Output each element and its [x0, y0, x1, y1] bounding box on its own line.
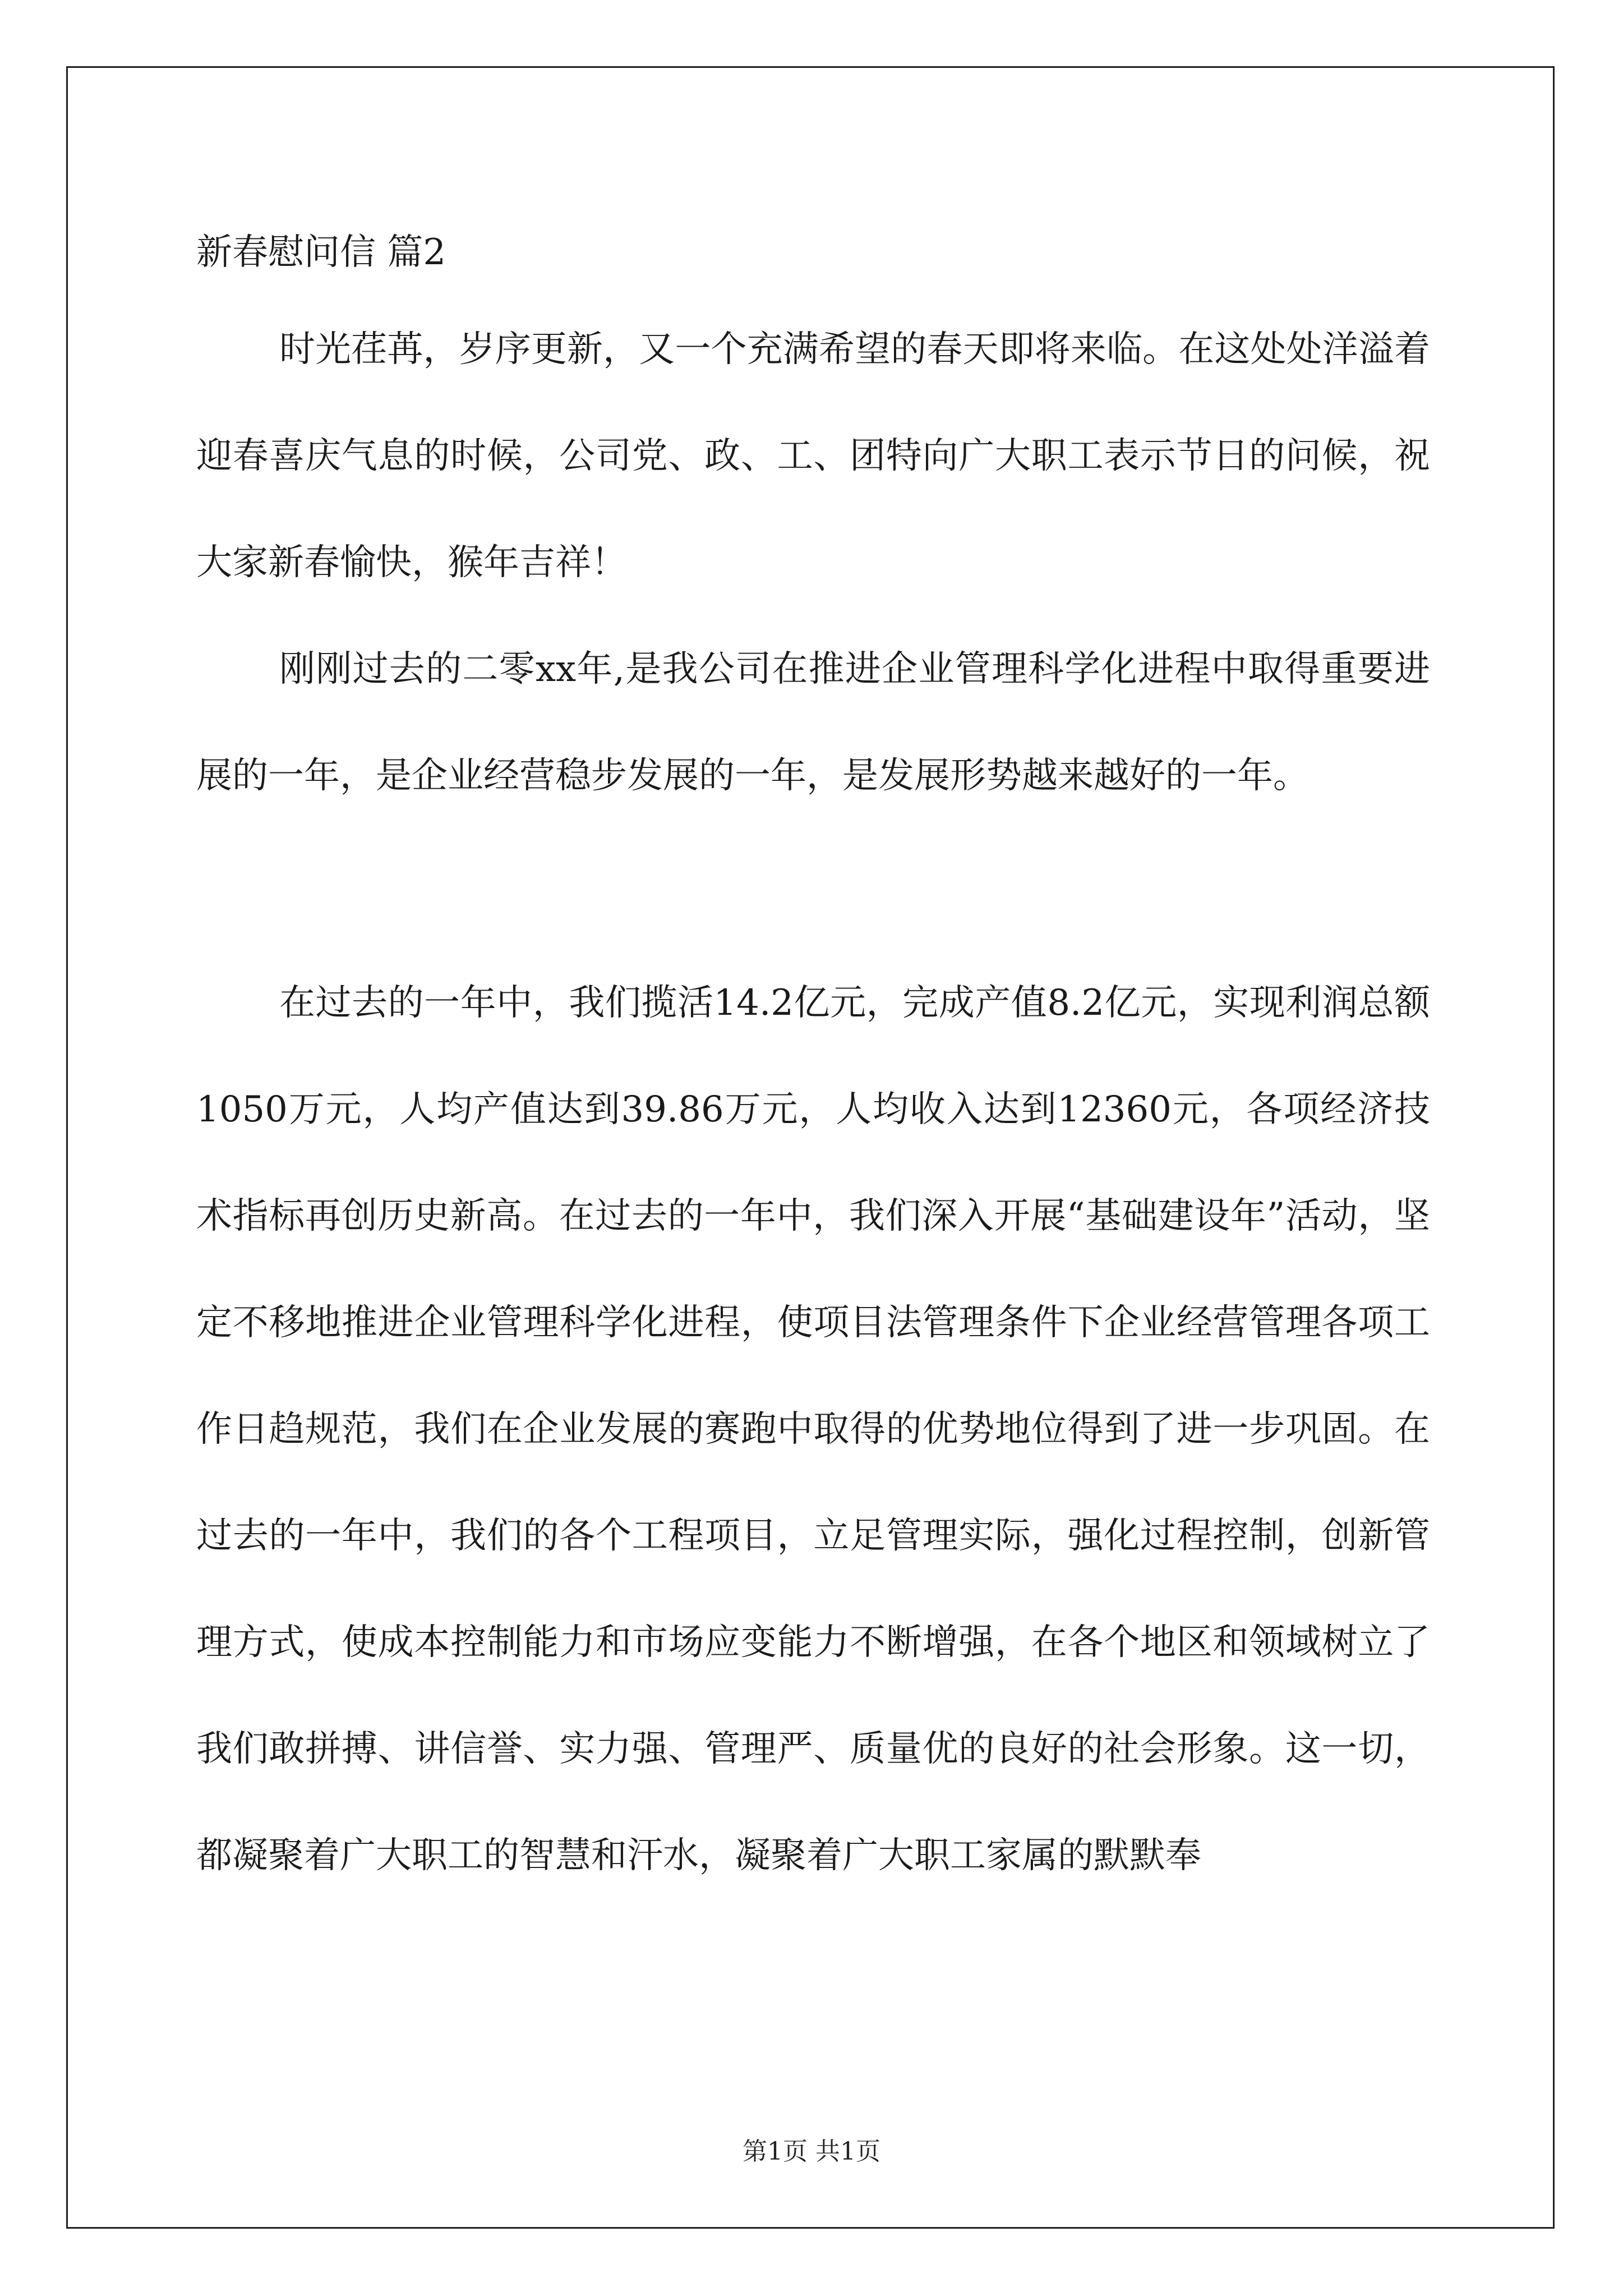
page-footer: 第1页 共1页 — [743, 2137, 880, 2166]
document-title: 新春慰问信 篇2 — [196, 232, 446, 273]
paragraph-greeting: 时光荏苒，岁序更新，又一个充满希望的春天即将来临。在这处处洋溢着迎春喜庆气息的时候，公司党、政、工、团特向广大职工表示节日的问候，祝大家新春愉快，猴年吉祥！ — [196, 329, 1430, 583]
paragraph-year-review: 刚刚过去的二零xx年,是我公司在推进企业管理科学化进程中取得重要进展的一年，是企业经营稳步发展的一年，是发展形势越来越好的一年。 — [196, 648, 1430, 797]
paragraph-achievements: 在过去的一年中，我们揽活14.2亿元，完成产值8.2亿元，实现利润总额1050万元，人均产值达到39.86万元，人均收入达到12360元，各项经济技术指标再创历史新高。在过去的一年中，我们深入开展“基础建设年”活动，坚定不移地推进企业管理科学化进程，使项目法管理条件下企业经营管理各项工作日趋规范，我们在企业发展的赛跑中取得的优势地位得到了进一步巩固。在过去的一年中，我们的各个工程项目，立足管理实际，强化过程控制，创新管理方式，使成本控制能力和市场应变能力不断增强，在各个地区和领域树立了我们敢拼搏、讲信誉、实力强、管理严、质量优的良好的社会形象。这一切，都凝聚着广大职工的智慧和汗水，凝聚着广大职工家属的默默奉 — [196, 982, 1430, 1876]
